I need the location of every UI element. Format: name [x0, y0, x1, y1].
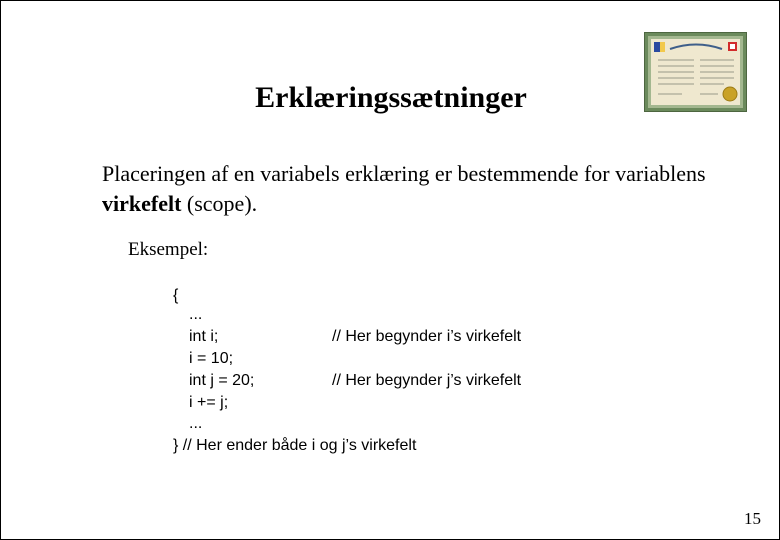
intro-text-part1: Placeringen af en variabels erklæring er bestemmende for variablens	[102, 161, 706, 186]
code-line-int-j: int j = 20;	[189, 372, 255, 389]
code-open-brace: {	[173, 287, 179, 304]
code-dots-bottom: ...	[189, 415, 203, 432]
intro-keyword: virkefelt	[102, 191, 182, 216]
slide-title: Erklæringssætninger	[255, 81, 527, 114]
code-line-i-plus: i += j;	[189, 394, 229, 411]
code-comment-i: // Her begynder i’s virkefelt	[332, 328, 522, 345]
intro-text-part2: (scope).	[181, 191, 258, 216]
example-label: Eksempel:	[128, 239, 209, 260]
code-line-int-i: int i;	[189, 328, 219, 345]
certificate-icon	[644, 32, 747, 112]
intro-paragraph	[102, 159, 722, 219]
code-line-i-assign: i = 10;	[189, 350, 234, 367]
code-dots-top: ...	[189, 306, 203, 323]
code-comment-j: // Her begynder j’s virkefelt	[332, 372, 522, 389]
code-close-line: } // Her ender både i og j’s virkefelt	[173, 437, 417, 454]
page-number: 15	[744, 509, 761, 528]
